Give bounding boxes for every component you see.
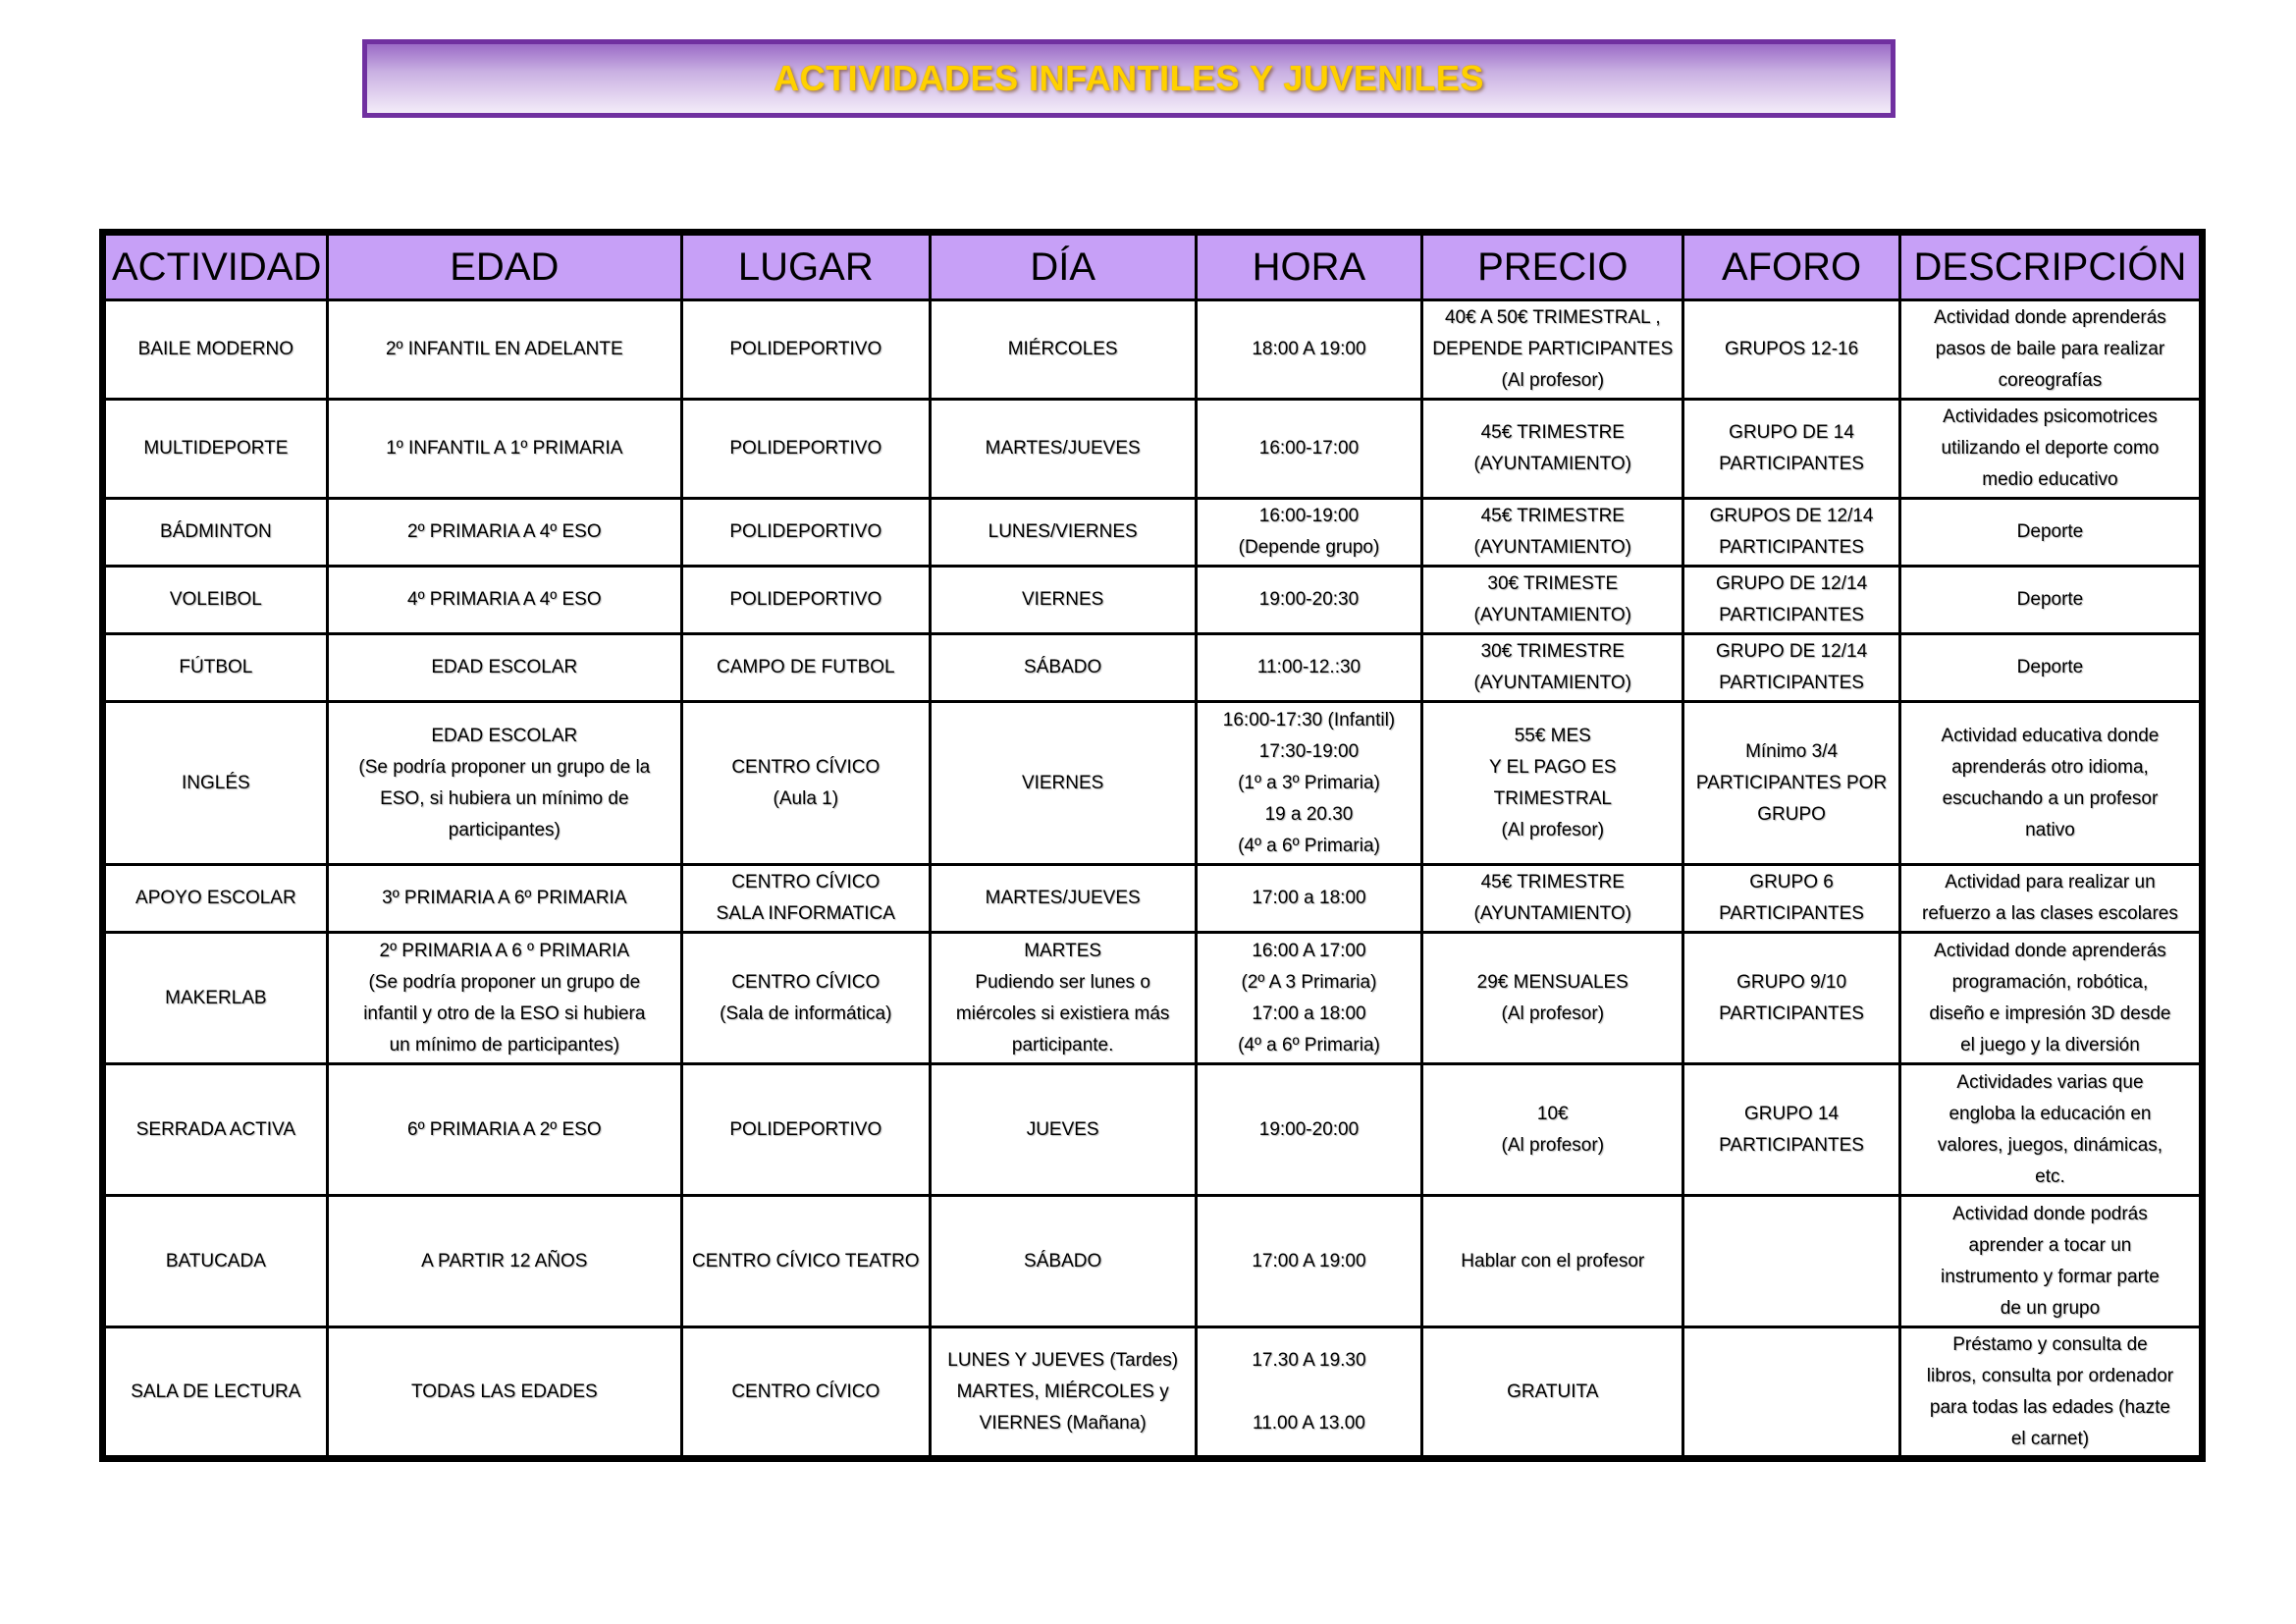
cell-text: 45€ TRIMESTRE xyxy=(1480,422,1625,443)
cell-edad xyxy=(327,1196,681,1327)
cell-text: 16:00-17:30 (Infantil) xyxy=(1222,709,1396,731)
cell-text: CENTRO CÍVICO xyxy=(731,756,881,778)
cell-text: EDAD ESCOLAR xyxy=(431,725,578,746)
cell-text: INGLÉS xyxy=(182,772,250,793)
cell-text: SALA DE LECTURA xyxy=(131,1380,301,1402)
cell-text: POLIDEPORTIVO xyxy=(729,589,882,610)
cell-edad xyxy=(327,300,681,400)
cell-lugar xyxy=(681,865,930,933)
cell-text: utilizando el deporte como xyxy=(1941,438,2160,459)
cell-text: programación, robótica, xyxy=(1951,971,2149,993)
cell-descripcion xyxy=(1899,1327,2202,1459)
cell-text: 17:00 a 18:00 xyxy=(1252,888,1366,908)
cell-text: (4º a 6º Primaria) xyxy=(1238,1034,1380,1056)
cell-actividad xyxy=(103,499,328,567)
cell-text: 17:30-19:00 xyxy=(1258,740,1360,762)
cell-text: POLIDEPORTIVO xyxy=(729,339,882,359)
cell-aforo xyxy=(1683,1064,1900,1196)
cell-text: 4º PRIMARIA A 4º ESO xyxy=(407,589,602,610)
cell-text: GRUPO xyxy=(1757,803,1826,825)
cell-text: refuerzo a las clases escolares xyxy=(1922,903,2178,924)
cell-hora xyxy=(1196,499,1422,567)
cell-text: (Al profesor) xyxy=(1501,370,1605,391)
cell-text: GRUPOS DE 12/14 xyxy=(1709,506,1874,526)
cell-text: POLIDEPORTIVO xyxy=(729,1118,882,1140)
table-row xyxy=(103,1196,2203,1327)
cell-dia xyxy=(930,300,1196,400)
cell-text: coreografías xyxy=(1998,370,2103,391)
cell-text: DEPENDE PARTICIPANTES xyxy=(1432,339,1674,359)
cell-descripcion xyxy=(1899,933,2202,1064)
cell-hora xyxy=(1196,933,1422,1064)
cell-aforo xyxy=(1683,1196,1900,1327)
cell-lugar xyxy=(681,933,930,1064)
cell-text: 11:00-12.:30 xyxy=(1256,657,1362,677)
cell-text: GRUPO 9/10 xyxy=(1736,971,1847,993)
cell-lugar xyxy=(681,634,930,702)
cell-text: 30€ TRIMESTRE xyxy=(1480,641,1625,662)
cell-text: BÁDMINTON xyxy=(160,521,272,542)
cell-text: TRIMESTRAL xyxy=(1493,787,1612,809)
cell-text: Préstamo y consulta de xyxy=(1952,1333,2148,1355)
cell-dia xyxy=(930,567,1196,634)
table-row xyxy=(103,933,2203,1064)
header-actividad: ACTIVIDAD xyxy=(103,233,328,300)
cell-text: 55€ MES xyxy=(1514,725,1591,746)
cell-aforo xyxy=(1683,567,1900,634)
cell-lugar xyxy=(681,1327,930,1459)
cell-hora xyxy=(1196,300,1422,400)
cell-descripcion xyxy=(1899,1064,2202,1196)
cell-text: CAMPO DE FUTBOL xyxy=(717,657,895,677)
cell-text: (AYUNTAMIENTO) xyxy=(1473,673,1631,693)
cell-text: 16:00-19:00 xyxy=(1258,506,1360,526)
cell-text: (Depende grupo) xyxy=(1238,537,1380,558)
cell-text: 19:00-20:00 xyxy=(1258,1118,1360,1140)
cell-text: PARTICIPANTES xyxy=(1719,1134,1864,1156)
cell-edad xyxy=(327,865,681,933)
cell-text: (AYUNTAMIENTO) xyxy=(1473,537,1631,558)
table-row xyxy=(103,702,2203,865)
cell-edad xyxy=(327,400,681,499)
cell-precio xyxy=(1422,1196,1683,1327)
cell-precio xyxy=(1422,300,1683,400)
table-row xyxy=(103,567,2203,634)
cell-text: MULTIDEPORTE xyxy=(143,438,289,459)
cell-spacer xyxy=(1203,1377,1415,1408)
cell-text: Mínimo 3/4 xyxy=(1745,740,1839,762)
cell-hora xyxy=(1196,634,1422,702)
cell-text: GRUPO 14 xyxy=(1744,1103,1840,1124)
cell-precio xyxy=(1422,1064,1683,1196)
cell-actividad xyxy=(103,1064,328,1196)
cell-edad xyxy=(327,499,681,567)
cell-precio xyxy=(1422,499,1683,567)
cell-text: 17.30 A 19.30 xyxy=(1252,1349,1366,1371)
cell-text: Actividad para realizar un xyxy=(1945,872,2156,893)
cell-text: GRUPO DE 12/14 xyxy=(1715,573,1868,594)
cell-text: 30€ TRIMESTE xyxy=(1487,573,1619,594)
cell-descripcion xyxy=(1899,567,2202,634)
cell-text: 2º PRIMARIA A 4º ESO xyxy=(407,521,602,542)
cell-descripcion xyxy=(1899,634,2202,702)
cell-text: 6º PRIMARIA A 2º ESO xyxy=(407,1118,602,1140)
cell-lugar xyxy=(681,567,930,634)
cell-text: escuchando a un profesor xyxy=(1942,787,2159,809)
cell-text: Actividad donde aprenderás xyxy=(1934,307,2166,328)
cell-actividad xyxy=(103,1327,328,1459)
cell-actividad xyxy=(103,400,328,499)
cell-text: nativo xyxy=(2025,819,2075,840)
table-row xyxy=(103,865,2203,933)
cell-precio xyxy=(1422,634,1683,702)
cell-lugar xyxy=(681,702,930,865)
cell-text: (Aula 1) xyxy=(773,787,839,809)
cell-text: GRUPO DE 12/14 xyxy=(1715,641,1868,662)
cell-text: VIERNES xyxy=(1021,589,1104,610)
cell-text: de un grupo xyxy=(2000,1297,2101,1319)
cell-dia xyxy=(930,1196,1196,1327)
cell-aforo xyxy=(1683,300,1900,400)
cell-text: 45€ TRIMESTRE xyxy=(1480,506,1625,526)
cell-text: libros, consulta por ordenador xyxy=(1926,1365,2174,1386)
cell-text: JUEVES xyxy=(1026,1118,1099,1140)
table-row xyxy=(103,634,2203,702)
cell-text: infantil y otro de la ESO si hubiera xyxy=(363,1002,646,1024)
header-aforo: AFORO xyxy=(1683,233,1900,300)
cell-text: para todas las edades (hazte xyxy=(1929,1396,2170,1418)
cell-text: 40€ A 50€ TRIMESTRAL , xyxy=(1444,307,1661,328)
cell-text: Deporte xyxy=(2016,589,2084,610)
cell-text: MARTES, MIÉRCOLES y xyxy=(956,1380,1169,1402)
header-descripcion: DESCRIPCIÓN xyxy=(1899,233,2202,300)
cell-lugar xyxy=(681,1196,930,1327)
cell-text: MARTES/JUEVES xyxy=(985,438,1141,459)
cell-text: GRUPOS 12-16 xyxy=(1724,339,1859,359)
cell-text: A PARTIR 12 AÑOS xyxy=(421,1250,588,1272)
cell-text: Actividades varias que xyxy=(1956,1071,2144,1093)
cell-text: (Se podría proponer un grupo de la xyxy=(358,756,651,778)
cell-text: Actividad donde podrás xyxy=(1952,1203,2148,1224)
cell-text: MAKERLAB xyxy=(165,987,267,1008)
cell-text: 45€ TRIMESTRE xyxy=(1480,872,1625,893)
cell-actividad xyxy=(103,567,328,634)
header-hora: HORA xyxy=(1196,233,1422,300)
activities-table xyxy=(99,229,2206,1462)
cell-text: GRUPO DE 14 xyxy=(1729,422,1854,443)
cell-text: 16:00-17:00 xyxy=(1258,438,1360,459)
cell-dia xyxy=(930,634,1196,702)
cell-text: Actividad donde aprenderás xyxy=(1934,940,2166,961)
cell-text: participantes) xyxy=(448,819,561,840)
cell-text: pasos de baile para realizar xyxy=(1935,339,2165,359)
cell-text: APOYO ESCOLAR xyxy=(135,888,296,908)
cell-hora xyxy=(1196,1064,1422,1196)
cell-edad xyxy=(327,634,681,702)
cell-text: EDAD ESCOLAR xyxy=(431,657,578,677)
cell-text: Y EL PAGO ES xyxy=(1489,756,1617,778)
cell-text: (2º A 3 Primaria) xyxy=(1241,971,1377,993)
cell-text: 11.00 A 13.00 xyxy=(1253,1412,1365,1434)
cell-text: MARTES/JUEVES xyxy=(985,888,1141,908)
cell-descripcion xyxy=(1899,865,2202,933)
cell-text: diseño e impresión 3D desde xyxy=(1929,1002,2171,1024)
cell-text: BAILE MODERNO xyxy=(137,339,294,359)
cell-text: valores, juegos, dinámicas, xyxy=(1937,1134,2163,1156)
cell-dia xyxy=(930,702,1196,865)
table-row xyxy=(103,1327,2203,1459)
cell-precio xyxy=(1422,702,1683,865)
page-title: ACTIVIDADES INFANTILES Y JUVENILES xyxy=(774,58,1484,98)
cell-text: 2º PRIMARIA A 6 º PRIMARIA xyxy=(379,940,630,961)
cell-text: (AYUNTAMIENTO) xyxy=(1473,605,1631,625)
table-header-row xyxy=(103,233,2203,300)
cell-edad xyxy=(327,933,681,1064)
cell-text: PARTICIPANTES xyxy=(1719,903,1864,924)
cell-text: 29€ MENSUALES xyxy=(1476,971,1629,993)
table-row xyxy=(103,400,2203,499)
cell-text: PARTICIPANTES xyxy=(1719,454,1864,474)
table-row xyxy=(103,499,2203,567)
cell-aforo xyxy=(1683,1327,1900,1459)
cell-text: SERRADA ACTIVA xyxy=(135,1118,295,1140)
cell-text: SÁBADO xyxy=(1024,657,1102,677)
cell-text: (Al profesor) xyxy=(1501,819,1605,840)
cell-hora xyxy=(1196,1327,1422,1459)
cell-text: 1º INFANTIL A 1º PRIMARIA xyxy=(386,438,623,459)
table-row xyxy=(103,300,2203,400)
cell-text: 19:00-20:30 xyxy=(1258,589,1360,610)
cell-descripcion xyxy=(1899,400,2202,499)
title-banner xyxy=(362,39,1896,118)
cell-precio xyxy=(1422,567,1683,634)
cell-text: (4º a 6º Primaria) xyxy=(1238,835,1380,856)
cell-text: POLIDEPORTIVO xyxy=(729,438,882,459)
cell-text: GRUPO 6 xyxy=(1749,872,1834,893)
cell-aforo xyxy=(1683,634,1900,702)
cell-text: aprender a tocar un xyxy=(1968,1234,2132,1256)
cell-text: (Se podría proponer un grupo de xyxy=(368,971,641,993)
cell-text: VIERNES xyxy=(1021,772,1104,793)
cell-text: (AYUNTAMIENTO) xyxy=(1473,903,1631,924)
cell-text: 18:00 A 19:00 xyxy=(1252,339,1366,359)
cell-text: 2º INFANTIL EN ADELANTE xyxy=(385,339,623,359)
cell-actividad xyxy=(103,865,328,933)
cell-lugar xyxy=(681,499,930,567)
cell-text: LUNES Y JUEVES (Tardes) xyxy=(947,1349,1179,1371)
cell-actividad xyxy=(103,1196,328,1327)
cell-text: 10€ xyxy=(1536,1103,1569,1124)
cell-text: 17:00 A 19:00 xyxy=(1252,1250,1366,1272)
cell-actividad xyxy=(103,933,328,1064)
cell-text: SÁBADO xyxy=(1024,1250,1102,1272)
cell-text: CENTRO CÍVICO xyxy=(731,872,881,893)
cell-descripcion xyxy=(1899,1196,2202,1327)
cell-text: instrumento y formar parte xyxy=(1941,1266,2160,1287)
cell-text: GRATUITA xyxy=(1507,1380,1599,1402)
cell-precio xyxy=(1422,933,1683,1064)
cell-dia xyxy=(930,1327,1196,1459)
cell-edad xyxy=(327,567,681,634)
cell-text: TODAS LAS EDADES xyxy=(410,1380,598,1402)
cell-text: un mínimo de participantes) xyxy=(389,1034,620,1056)
cell-precio xyxy=(1422,865,1683,933)
cell-text: 16:00 A 17:00 xyxy=(1252,940,1366,961)
cell-text: aprenderás otro idioma, xyxy=(1951,756,2149,778)
cell-descripcion xyxy=(1899,499,2202,567)
cell-text: PARTICIPANTES xyxy=(1719,537,1864,558)
cell-dia xyxy=(930,1064,1196,1196)
cell-edad xyxy=(327,1064,681,1196)
header-precio: PRECIO xyxy=(1422,233,1683,300)
cell-aforo xyxy=(1683,702,1900,865)
cell-text: (Sala de informática) xyxy=(720,1002,892,1024)
header-lugar: LUGAR xyxy=(681,233,930,300)
cell-hora xyxy=(1196,865,1422,933)
cell-text: (AYUNTAMIENTO) xyxy=(1473,454,1631,474)
cell-text: FÚTBOL xyxy=(179,657,253,677)
cell-text: Actividades psicomotrices xyxy=(1943,406,2158,427)
cell-aforo xyxy=(1683,400,1900,499)
cell-actividad xyxy=(103,702,328,865)
table-body xyxy=(103,300,2203,1459)
cell-text: PARTICIPANTES xyxy=(1719,1002,1864,1024)
cell-text: etc. xyxy=(2035,1165,2065,1187)
cell-dia xyxy=(930,499,1196,567)
cell-actividad xyxy=(103,634,328,702)
cell-text: PARTICIPANTES POR xyxy=(1695,772,1888,793)
cell-edad xyxy=(327,1327,681,1459)
cell-hora xyxy=(1196,400,1422,499)
cell-precio xyxy=(1422,400,1683,499)
cell-text: 17:00 a 18:00 xyxy=(1252,1002,1366,1024)
cell-aforo xyxy=(1683,933,1900,1064)
cell-precio xyxy=(1422,1327,1683,1459)
cell-text: Hablar con el profesor xyxy=(1461,1250,1645,1272)
cell-text: Deporte xyxy=(2016,521,2084,542)
cell-text: CENTRO CÍVICO TEATRO xyxy=(692,1250,920,1272)
cell-descripcion xyxy=(1899,300,2202,400)
cell-text: PARTICIPANTES xyxy=(1719,605,1864,625)
cell-aforo xyxy=(1683,865,1900,933)
cell-lugar xyxy=(681,300,930,400)
cell-text: miércoles si existiera más xyxy=(955,1002,1170,1024)
cell-text: LUNES/VIERNES xyxy=(988,521,1138,542)
cell-text: MARTES xyxy=(1024,940,1102,961)
cell-text: (Al profesor) xyxy=(1501,1134,1605,1156)
cell-text: Deporte xyxy=(2016,657,2084,677)
cell-lugar xyxy=(681,1064,930,1196)
header-dia: DÍA xyxy=(930,233,1196,300)
cell-text: VIERNES (Mañana) xyxy=(979,1412,1147,1434)
cell-text: POLIDEPORTIVO xyxy=(729,521,882,542)
cell-text: Actividad educativa donde xyxy=(1941,725,2160,746)
cell-descripcion xyxy=(1899,702,2202,865)
cell-hora xyxy=(1196,567,1422,634)
cell-hora xyxy=(1196,702,1422,865)
cell-text: VOLEIBOL xyxy=(169,589,262,610)
cell-dia xyxy=(930,400,1196,499)
cell-text: BATUCADA xyxy=(165,1250,266,1272)
table-row xyxy=(103,1064,2203,1196)
cell-hora xyxy=(1196,1196,1422,1327)
cell-text: el carnet) xyxy=(2010,1428,2090,1449)
cell-aforo xyxy=(1683,499,1900,567)
cell-text: 3º PRIMARIA A 6º PRIMARIA xyxy=(382,888,627,908)
cell-actividad xyxy=(103,300,328,400)
cell-text: el juego y la diversión xyxy=(1960,1034,2140,1056)
cell-text: ESO, si hubiera un mínimo de xyxy=(380,787,629,809)
cell-text: (1º a 3º Primaria) xyxy=(1238,772,1380,793)
cell-text: PARTICIPANTES xyxy=(1719,673,1864,693)
cell-text: CENTRO CÍVICO xyxy=(731,1380,881,1402)
cell-text: medio educativo xyxy=(1982,469,2118,490)
cell-text: Pudiendo ser lunes o xyxy=(975,971,1150,993)
cell-text: (Al profesor) xyxy=(1501,1002,1605,1024)
header-edad: EDAD xyxy=(327,233,681,300)
cell-dia xyxy=(930,933,1196,1064)
cell-text: 19 a 20.30 xyxy=(1264,803,1354,825)
cell-text: participante. xyxy=(1011,1034,1114,1056)
cell-dia xyxy=(930,865,1196,933)
cell-text: MIÉRCOLES xyxy=(1007,339,1118,359)
cell-text: CENTRO CÍVICO xyxy=(731,971,881,993)
cell-edad xyxy=(327,702,681,865)
cell-text: engloba la educación en xyxy=(1949,1103,2152,1124)
cell-lugar xyxy=(681,400,930,499)
cell-text: SALA INFORMATICA xyxy=(716,903,895,924)
